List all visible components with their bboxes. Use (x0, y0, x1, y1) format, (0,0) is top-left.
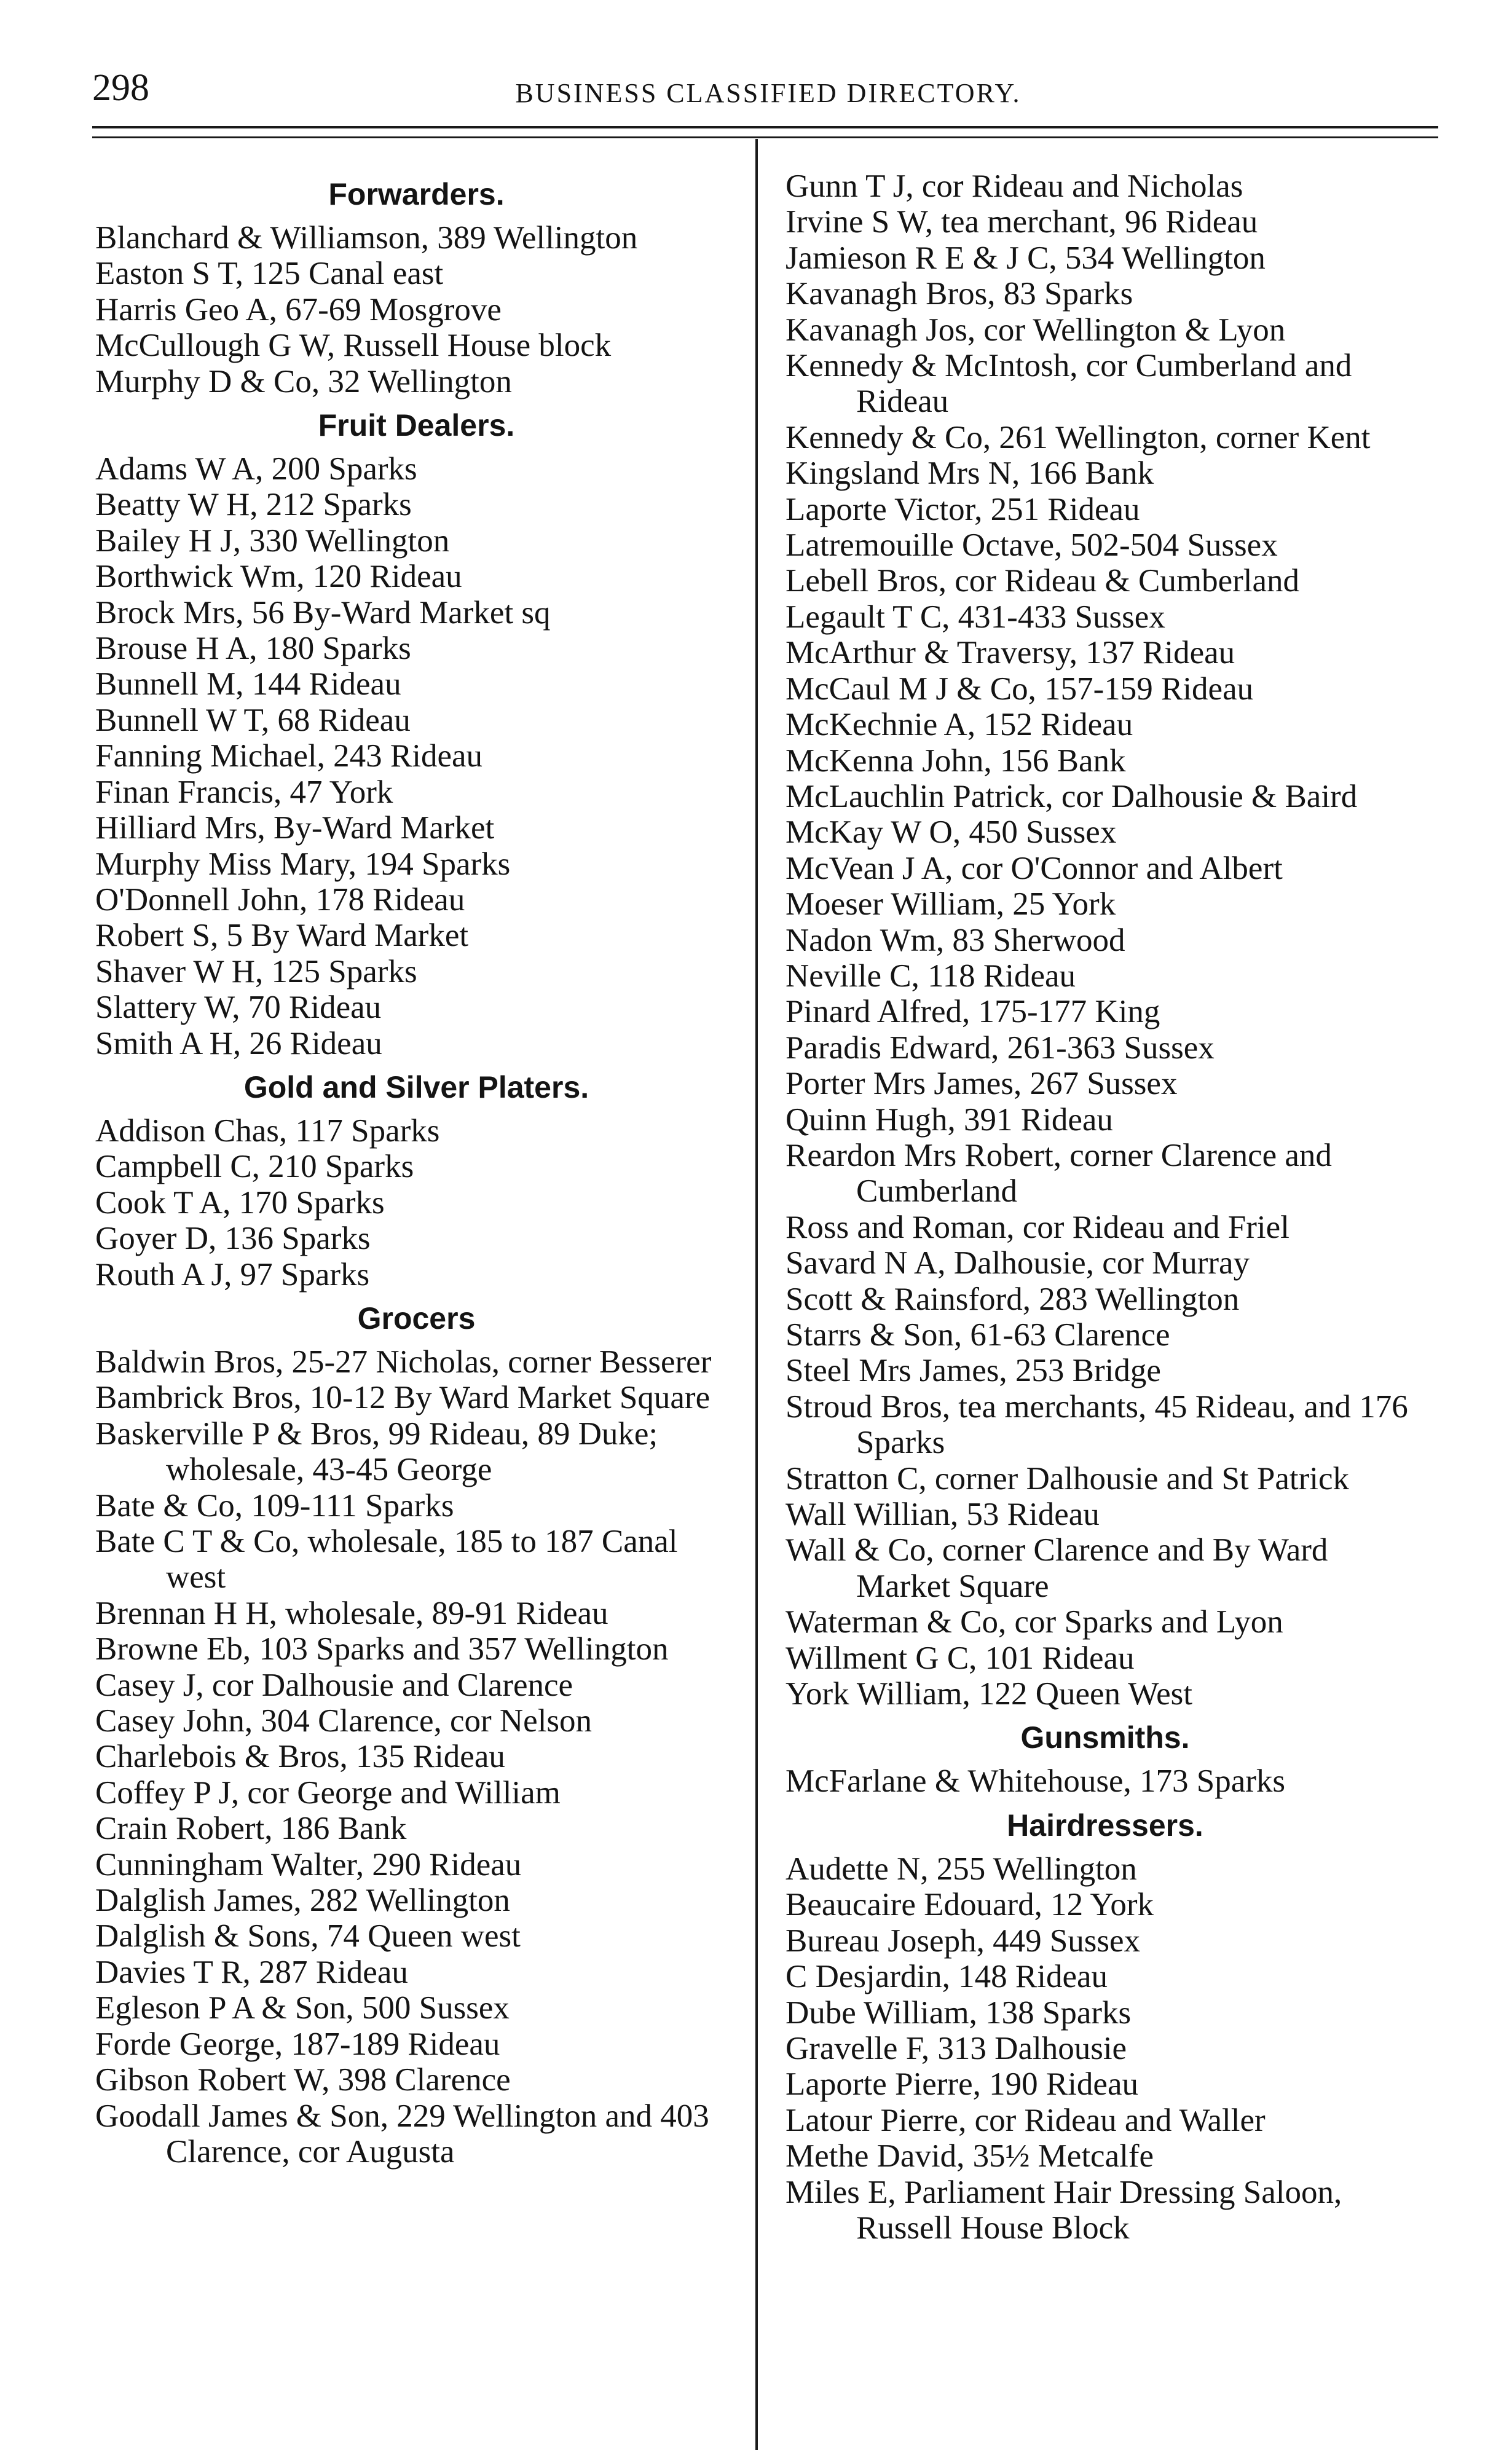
directory-entry: Brouse H A, 180 Sparks (95, 631, 411, 667)
directory-entry: Reardon Mrs Robert, corner Clarence and Cumberland (786, 1137, 1332, 1210)
directory-entry: Kennedy & McIntosh, cor Cumberland and Rideau (786, 348, 1352, 420)
directory-entry: C Desjardin, 148 Rideau (786, 1959, 1108, 1995)
header-rule (92, 126, 1438, 128)
directory-entry: Nadon Wm, 83 Sherwood (786, 922, 1125, 958)
directory-entry: Latremouille Octave, 502-504 Sussex (786, 527, 1278, 564)
directory-entry: Coffey P J, cor George and William (95, 1774, 561, 1811)
section-heading: Fruit Dealers. (318, 408, 515, 443)
directory-entry: McArthur & Traversy, 137 Rideau (786, 635, 1235, 671)
directory-entry: Kavanagh Jos, cor Wellington & Lyon (786, 312, 1286, 348)
directory-entry: Kennedy & Co, 261 Wellington, corner Kent (786, 419, 1371, 455)
directory-entry: Bate C T & Co, wholesale, 185 to 187 Canal west (95, 1524, 678, 1596)
directory-entry: McLauchlin Patrick, cor Dalhousie & Baird (786, 778, 1358, 814)
directory-entry: Gunn T J, cor Rideau and Nicholas (786, 168, 1243, 204)
directory-entry: Addison Chas, 117 Sparks (95, 1112, 440, 1149)
directory-entry: McFarlane & Whitehouse, 173 Sparks (786, 1763, 1286, 1800)
directory-entry: Beatty W H, 212 Sparks (95, 487, 412, 523)
directory-entry: Casey John, 304 Clarence, cor Nelson (95, 1703, 593, 1739)
directory-entry: Easton S T, 125 Canal east (95, 256, 444, 292)
directory-entry: Bambrick Bros, 10-12 By Ward Market Square (95, 1380, 711, 1416)
section-heading: Forwarders. (328, 177, 505, 211)
directory-entry: Laporte Pierre, 190 Rideau (786, 2066, 1138, 2103)
directory-entry: Savard N A, Dalhousie, cor Murray (786, 1245, 1250, 1281)
directory-entry: Campbell C, 210 Sparks (95, 1149, 414, 1185)
directory-entry: Browne Eb, 103 Sparks and 357 Wellington (95, 1631, 669, 1667)
directory-entry: Steel Mrs James, 253 Bridge (786, 1353, 1161, 1389)
directory-entry: Brennan H H, wholesale, 89-91 Rideau (95, 1595, 608, 1631)
directory-entry: Neville C, 118 Rideau (786, 958, 1076, 994)
directory-entry: Pinard Alfred, 175-177 King (786, 994, 1160, 1030)
directory-entry: Fanning Michael, 243 Rideau (95, 738, 482, 774)
directory-entry: Bureau Joseph, 449 Sussex (786, 1923, 1141, 1959)
directory-entry: Baldwin Bros, 25-27 Nicholas, corner Besserer (95, 1344, 712, 1380)
directory-entry: Stratton C, corner Dalhousie and St Patrick (786, 1460, 1350, 1497)
directory-entry: Cunningham Walter, 290 Rideau (95, 1846, 522, 1883)
section-heading: Hairdressers. (1007, 1808, 1203, 1843)
directory-entry: Blanchard & Williamson, 389 Wellington (95, 220, 638, 256)
directory-entry: Bunnell M, 144 Rideau (95, 666, 401, 703)
directory-entry: Goodall James & Son, 229 Wellington and 403 Clarence, cor Augusta (95, 2098, 709, 2170)
directory-entry: Finan Francis, 47 York (95, 774, 393, 810)
directory-entry: Jamieson R E & J C, 534 Wellington (786, 240, 1266, 276)
directory-entry: Quinn Hugh, 391 Rideau (786, 1101, 1113, 1138)
directory-entry: McKenna John, 156 Bank (786, 742, 1126, 779)
directory-entry: O'Donnell John, 178 Rideau (95, 881, 465, 918)
directory-entry: Egleson P A & Son, 500 Sussex (95, 1990, 510, 2026)
directory-entry: Borthwick Wm, 120 Rideau (95, 559, 462, 595)
directory-entry: Cook T A, 170 Sparks (95, 1184, 385, 1221)
directory-entry: Kingsland Mrs N, 166 Bank (786, 455, 1154, 492)
directory-entry: Goyer D, 136 Sparks (95, 1221, 371, 1257)
directory-entry: Smith A H, 26 Rideau (95, 1025, 382, 1061)
directory-entry: Audette N, 255 Wellington (786, 1851, 1137, 1887)
directory-entry: Beaucaire Edouard, 12 York (786, 1887, 1154, 1923)
directory-entry: Waterman & Co, cor Sparks and Lyon (786, 1604, 1283, 1640)
directory-entry: Irvine S W, tea merchant, 96 Rideau (786, 204, 1258, 240)
directory-entry: Crain Robert, 186 Bank (95, 1811, 407, 1847)
directory-entry: Porter Mrs James, 267 Sussex (786, 1066, 1178, 1102)
directory-entry: Routh A J, 97 Sparks (95, 1256, 370, 1293)
directory-entry: Davies T R, 287 Rideau (95, 1954, 408, 1990)
directory-entry: McKechnie A, 152 Rideau (786, 707, 1133, 743)
directory-entry: Slattery W, 70 Rideau (95, 990, 382, 1026)
directory-entry: Paradis Edward, 261-363 Sussex (786, 1029, 1215, 1066)
directory-entry: Legault T C, 431-433 Sussex (786, 599, 1165, 635)
directory-entry: Hilliard Mrs, By-Ward Market (95, 810, 495, 846)
directory-entry: Murphy D & Co, 32 Wellington (95, 363, 512, 400)
directory-entry: Wall & Co, corner Clarence and By Ward Market Square (786, 1532, 1328, 1604)
directory-entry: Casey J, cor Dalhousie and Clarence (95, 1667, 573, 1703)
directory-entry: Charlebois & Bros, 135 Rideau (95, 1739, 505, 1775)
directory-entry: Stroud Bros, tea merchants, 45 Rideau, and 176 Sparks (786, 1388, 1408, 1461)
directory-entry: Dalglish James, 282 Wellington (95, 1883, 510, 1919)
directory-entry: Dalglish & Sons, 74 Queen west (95, 1918, 521, 1954)
directory-entry: Moeser William, 25 York (786, 886, 1116, 923)
directory-entry: Bunnell W T, 68 Rideau (95, 702, 411, 738)
directory-entry: Baskerville P & Bros, 99 Rideau, 89 Duke; wholesale, 43-45 George (95, 1415, 658, 1488)
section-heading: Gold and Silver Platers. (243, 1069, 589, 1104)
directory-entry: Bate & Co, 109-111 Sparks (95, 1487, 454, 1524)
page-number: 298 (92, 67, 149, 109)
directory-entry: Scott & Rainsford, 283 Wellington (786, 1281, 1240, 1317)
left-column (95, 168, 738, 2170)
column-divider (755, 139, 758, 2450)
directory-entry: Harris Geo A, 67-69 Mosgrove (95, 291, 502, 328)
right-column (786, 168, 1425, 2246)
directory-entry: York William, 122 Queen West (786, 1676, 1192, 1712)
directory-entry: Starrs & Son, 61-63 Clarence (786, 1317, 1170, 1353)
directory-entry: Dube William, 138 Sparks (786, 1994, 1132, 2031)
directory-entry: Gravelle F, 313 Dalhousie (786, 2030, 1127, 2066)
directory-entry: Gibson Robert W, 398 Clarence (95, 2062, 511, 2098)
directory-entry: McCullough G W, Russell House block (95, 328, 612, 364)
directory-entry: Kavanagh Bros, 83 Sparks (786, 276, 1133, 312)
directory-entry: McVean J A, cor O'Connor and Albert (786, 850, 1283, 886)
directory-entry: Adams W A, 200 Sparks (95, 451, 417, 487)
section-heading: Gunsmiths. (1020, 1720, 1190, 1755)
directory-entry: Forde George, 187-189 Rideau (95, 2026, 500, 2062)
directory-entry: Robert S, 5 By Ward Market (95, 918, 469, 954)
directory-entry: Willment G C, 101 Rideau (786, 1640, 1135, 1676)
directory-entry: McCaul M J & Co, 157-159 Rideau (786, 671, 1254, 707)
directory-entry: Murphy Miss Mary, 194 Sparks (95, 846, 511, 882)
directory-entry: Brock Mrs, 56 By-Ward Market sq (95, 594, 551, 631)
section-heading: Grocers (357, 1301, 476, 1336)
directory-entry: Laporte Victor, 251 Rideau (786, 491, 1140, 527)
running-title: BUSINESS CLASSIFIED DIRECTORY. (515, 78, 1022, 108)
page-header (92, 66, 1444, 116)
directory-entry: Latour Pierre, cor Rideau and Waller (786, 2102, 1266, 2138)
header-rule-lower (92, 136, 1438, 138)
directory-entry: Bailey H J, 330 Wellington (95, 522, 450, 559)
directory-entry: McKay W O, 450 Sussex (786, 814, 1117, 851)
directory-entry: Miles E, Parliament Hair Dressing Saloon, Russell House Block (786, 2174, 1342, 2246)
directory-entry: Wall Willian, 53 Rideau (786, 1497, 1100, 1533)
directory-entry: Lebell Bros, cor Rideau & Cumberland (786, 563, 1300, 599)
directory-entry: Methe David, 35½ Metcalfe (786, 2138, 1154, 2175)
directory-entry: Shaver W H, 125 Sparks (95, 953, 417, 990)
directory-entry: Ross and Roman, cor Rideau and Friel (786, 1209, 1290, 1245)
